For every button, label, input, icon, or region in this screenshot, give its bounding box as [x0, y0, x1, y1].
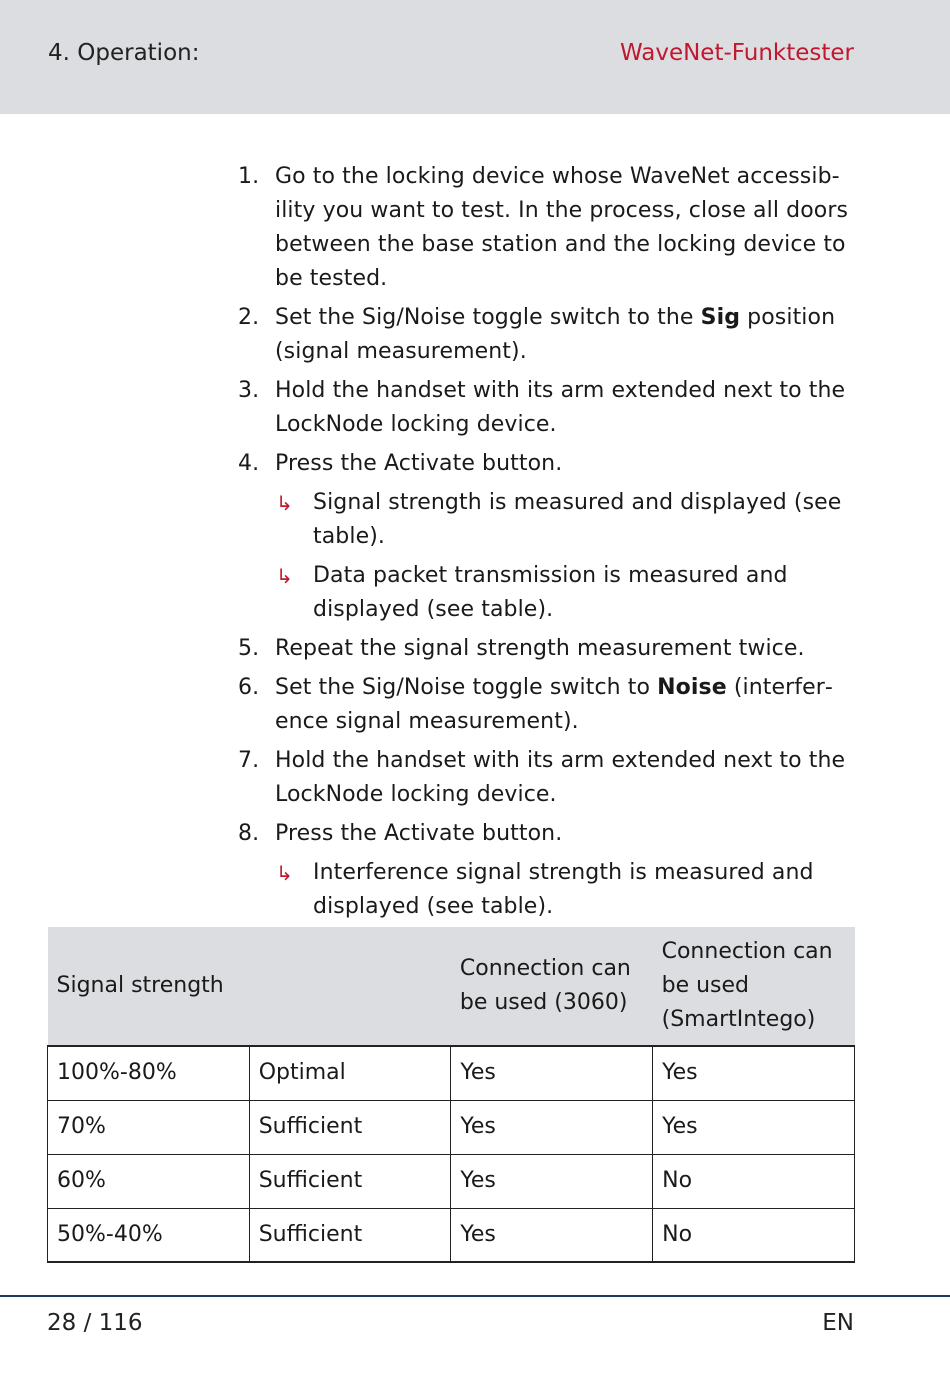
- table-cell: Yes: [451, 1100, 653, 1154]
- table-cell: Yes: [653, 1100, 855, 1154]
- header-connection-3060: Connection can be used (3060): [451, 927, 653, 1046]
- result-arrow-icon: ↳: [276, 564, 293, 588]
- result-arrow-icon: ↳: [276, 861, 293, 885]
- table-cell: Yes: [451, 1046, 653, 1100]
- step-text: Set the Sig/Noise toggle switch to Noise (interference signal measurement).: [275, 675, 833, 734]
- table-cell: Sufficient: [249, 1100, 451, 1154]
- table-cell: Optimal: [249, 1046, 451, 1100]
- step-text: Repeat the signal strength measurement twice.: [275, 636, 805, 661]
- header-connection-smartintego: Connection can be used (SmartIntego): [653, 927, 855, 1046]
- signal-strength-table: [47, 927, 855, 1263]
- result-text: Data packet transmission is measured and displayed (see table).: [313, 563, 788, 622]
- step-number: 7.: [238, 748, 260, 773]
- step-4-result-2: [238, 559, 858, 627]
- step-2: [238, 301, 858, 369]
- table-cell: Yes: [451, 1154, 653, 1208]
- table-row: [48, 1046, 855, 1100]
- table-cell: Sufficient: [249, 1154, 451, 1208]
- step-1: [238, 160, 858, 296]
- table-row: [48, 1100, 855, 1154]
- step-number: 2.: [238, 305, 260, 330]
- step-4: [238, 447, 858, 481]
- step-text: Go to the locking device whose WaveNet accessibility you want to test. In the process, close all doors between the base station and the locking device to be tested.: [275, 164, 849, 291]
- step-text: Hold the handset with its arm extended next to the LockNode locking device.: [275, 748, 846, 807]
- step-number: 6.: [238, 675, 260, 700]
- table-row: [48, 1208, 855, 1262]
- step-8: [238, 817, 858, 851]
- table-cell: No: [653, 1154, 855, 1208]
- table-cell: Yes: [653, 1046, 855, 1100]
- sig-keyword: Sig: [700, 305, 741, 330]
- table-row: [48, 1154, 855, 1208]
- section-title: 4. Operation:: [48, 40, 200, 66]
- step-number: 5.: [238, 636, 260, 661]
- step-5: [238, 632, 858, 666]
- table-cell: 100%-80%: [48, 1046, 250, 1100]
- result-text: Interference signal strength is measured and displayed (see table).: [313, 860, 814, 919]
- step-text: Press the Activate button.: [275, 821, 563, 846]
- step-number: 1.: [238, 164, 260, 189]
- result-arrow-icon: ↳: [276, 491, 293, 515]
- instruction-steps: [238, 160, 858, 929]
- step-8-result-1: [238, 856, 858, 924]
- page-number: 28 / 116: [47, 1310, 143, 1336]
- step-number: 8.: [238, 821, 260, 846]
- footer-divider: [0, 1295, 950, 1297]
- table-cell: 50%-40%: [48, 1208, 250, 1262]
- table-cell: Yes: [451, 1208, 653, 1262]
- step-text: Hold the handset with its arm extended next to the LockNode locking device.: [275, 378, 846, 437]
- table-cell: 70%: [48, 1100, 250, 1154]
- table-cell: 60%: [48, 1154, 250, 1208]
- result-text: Signal strength is measured and displayed (see table).: [313, 490, 842, 549]
- header-rating: [249, 927, 451, 1046]
- step-number: 4.: [238, 451, 260, 476]
- step-text: Set the Sig/Noise toggle switch to the Sig position (signal measurement).: [275, 305, 836, 364]
- product-name: WaveNet-Funktester: [619, 40, 854, 66]
- table-cell: Sufficient: [249, 1208, 451, 1262]
- step-number: 3.: [238, 378, 260, 403]
- page-header: [0, 0, 950, 114]
- table-cell: No: [653, 1208, 855, 1262]
- step-text: Press the Activate button.: [275, 451, 563, 476]
- step-6: [238, 671, 858, 739]
- language-code: EN: [822, 1310, 854, 1336]
- noise-keyword: Noise: [657, 675, 727, 700]
- step-4-result-1: [238, 486, 858, 554]
- step-3: [238, 374, 858, 442]
- table-header-row: [48, 927, 855, 1046]
- step-7: [238, 744, 858, 812]
- header-signal-strength: Signal strength: [48, 927, 250, 1046]
